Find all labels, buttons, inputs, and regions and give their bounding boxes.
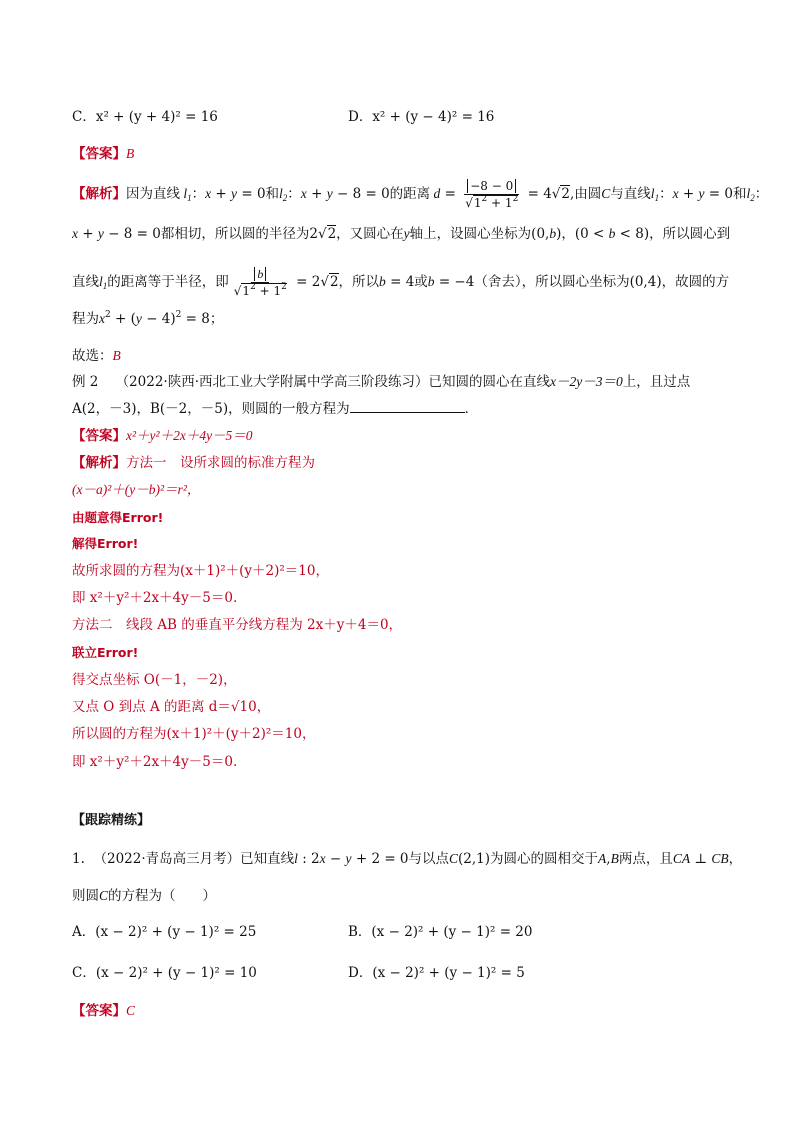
practice-heading: 【跟踪精练】 <box>72 813 151 828</box>
choose-label: 故选： <box>72 348 113 364</box>
question-text: 两点，且 <box>618 851 673 867</box>
text: ，故圆的方 <box>661 274 730 290</box>
radius-fraction: $\frac{b}{√1^2 + 1^2}$ <box>233 267 287 298</box>
practice-question-line-1: 1. （2022·青岛高三月考）已知直线l : 2x − y + 2 = 0与以点C(2,1)为圆心的圆相交于A,B两点，且CA ⊥ CB， <box>72 851 743 867</box>
practice-option-a[interactable]: A．(x − 2)² + (y − 1)² = 25 <box>72 924 257 940</box>
question-number: 1. <box>72 851 85 867</box>
text: 程为 <box>72 311 99 327</box>
text: 轴上，设圆心坐标为 <box>409 226 532 242</box>
answer-tag: 【答案】 <box>72 428 126 444</box>
method-2-title: 方法二 线段 AB 的垂直平分线方程为 2x＋y＋4＝0， <box>72 617 403 633</box>
analysis-line-2: x + y − 8 = 0都相切，所以圆的半径为2√2，又圆心在y轴上，设圆心坐标为(0,b)，(0 < b < 8)，所以圆心到 <box>72 226 731 242</box>
question-text: （2022·青岛高三月考）已知直线 <box>93 851 295 867</box>
text: 直线 <box>72 274 99 290</box>
text: ； <box>209 311 224 327</box>
text: 都相切，所以圆的半径为 <box>160 226 310 242</box>
result-line-3: 所以圆的方程为(x＋1)²＋(y＋2)²＝10， <box>72 726 316 742</box>
answer-value: x²＋y²＋2x＋4y－5＝0 <box>126 428 253 443</box>
answer-tag: 【答案】 <box>72 1003 126 1019</box>
practice-option-c[interactable]: C．(x − 2)² + (y − 1)² = 10 <box>72 965 257 981</box>
analysis-line-1: 【解析】因为直线 $l_1$：x + y = 0和$l_2$：x + y − 8 = 0的距离 d = $\frac{-8 - 0}{√1^2 + 1^2}$ = 4√2,由圆C与直线$l_1$：x + y = 0和$l_2$： <box>72 179 769 210</box>
analysis-tag: 【解析】 <box>72 186 126 202</box>
practice-answer <box>72 1002 135 1020</box>
example-2-answer <box>72 427 253 445</box>
error-line-3: 联立Error! <box>72 645 139 660</box>
answer-value: C <box>126 1003 136 1018</box>
result-line-4: 即 x²＋y²＋2x＋4y－5＝0. <box>72 754 238 770</box>
example-2-analysis <box>72 454 315 472</box>
example-text: 上，且过点 <box>622 374 691 390</box>
example-label: 例 2 <box>72 374 99 390</box>
text: 因为直线 <box>126 186 180 202</box>
text: 与直线 <box>610 186 651 202</box>
practice-option-b[interactable]: B．(x − 2)² + (y − 1)² = 20 <box>348 924 533 940</box>
text: ，所以圆心到 <box>649 226 731 242</box>
option-c: C．x² + (y + 4)² = 16 <box>72 109 218 125</box>
text: ,由圆 <box>569 186 602 202</box>
distance-fraction: $\frac{-8 - 0}{√1^2 + 1^2}$ <box>465 179 519 210</box>
text: 的距离等于半径，即 <box>107 274 229 290</box>
text: ，所以 <box>338 274 380 290</box>
example-2-line-1 <box>72 373 690 391</box>
answer-tag: 【答案】 <box>72 146 126 162</box>
text: ，又圆心在 <box>336 226 404 242</box>
practice-question-line-2: 则圆C的方程为（ ） <box>72 888 217 904</box>
practice-option-d[interactable]: D．(x − 2)² + (y − 1)² = 5 <box>348 965 525 981</box>
question-text: 与以点 <box>408 851 450 867</box>
distance-line: 又点 O 到点 A 的距离 d＝√10， <box>72 699 271 715</box>
text: （舍去），所以圆心坐标为 <box>474 274 630 290</box>
answer-value: B <box>126 146 135 161</box>
method-1-title: 方法一 设所求圆的标准方程为 <box>126 455 315 471</box>
text: 和 <box>732 186 747 202</box>
error-line-2: 解得Error! <box>72 536 139 551</box>
question-text: 的方程为（ ） <box>108 888 217 904</box>
text: 或 <box>414 274 428 290</box>
example-text: A(2，－3)，B(－2，－5)，则圆的一般方程为 <box>72 401 350 417</box>
question-text: 则圆 <box>72 888 99 904</box>
choose-value: B <box>112 348 121 363</box>
analysis-tag: 【解析】 <box>72 455 126 471</box>
option-d: D．x² + (y − 4)² = 16 <box>348 109 495 125</box>
answer-blank[interactable] <box>350 400 465 413</box>
analysis-line-4: 程为$x^2 + (y - 4)^2 = 8$； <box>72 310 224 327</box>
text: 和 <box>265 186 280 202</box>
error-line-1: 由题意得Error! <box>72 510 164 525</box>
answer-line <box>72 145 134 163</box>
intersection-point: 得交点坐标 O(－1，－2)， <box>72 672 237 688</box>
question-text: 为圆心的圆相交于 <box>490 851 599 867</box>
choose-line <box>72 347 121 365</box>
result-line-2: 即 x²＋y²＋2x＋4y－5＝0. <box>72 590 238 606</box>
text: 的距离 <box>389 186 431 202</box>
example-text: （2022·陕西·西北工业大学附属中学高三阶段练习）已知圆的圆心在直线 <box>115 374 551 390</box>
example-2-line-2 <box>72 400 478 418</box>
example-text: ． <box>464 401 479 417</box>
result-line-1: 故所求圆的方程为(x＋1)²＋(y＋2)²＝10， <box>72 563 329 579</box>
analysis-line-3: 直线$l_1$的距离等于半径，即 $\frac{b}{√1^2 + 1^2}$ = 2√2，所以b = 4或b = −4（舍去），所以圆心坐标为(0,4)，故圆的方 <box>72 267 730 298</box>
method-1-equation: (x－a)²＋(y－b)²＝r²， <box>72 482 201 497</box>
line-equation: x－2y－3＝0 <box>550 374 623 389</box>
